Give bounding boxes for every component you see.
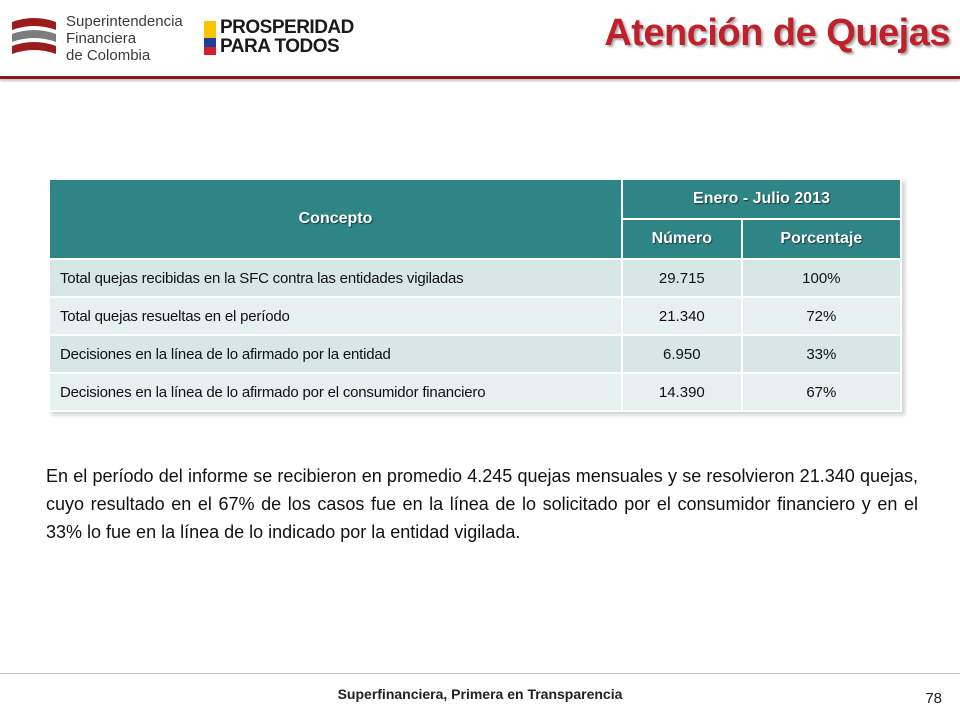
page-number: 78 bbox=[925, 690, 942, 707]
row-number: 14.390 bbox=[622, 373, 742, 411]
table-row bbox=[49, 259, 901, 297]
row-percent: 33% bbox=[742, 335, 901, 373]
superintendencia-logo bbox=[6, 10, 183, 66]
prosperidad-logo bbox=[204, 18, 354, 62]
sfc-logo-text bbox=[66, 13, 183, 64]
table-row bbox=[49, 373, 901, 411]
header-divider bbox=[0, 76, 960, 79]
prosperidad-logo-line: PARA TODOS bbox=[220, 36, 340, 57]
row-number: 21.340 bbox=[622, 297, 742, 335]
table-row bbox=[49, 297, 901, 335]
row-percent: 100% bbox=[742, 259, 901, 297]
column-header-porcentaje: Porcentaje bbox=[742, 219, 901, 259]
sfc-logo-line: Financiera bbox=[66, 30, 137, 47]
complaints-table bbox=[48, 178, 902, 412]
summary-paragraph: En el período del informe se recibieron en promedio 4.245 quejas mensuales y se resolvieron 21.340 quejas, cuyo resultado en el 67% de los casos fue en la línea de lo solicitado por el consumidor financiero y en el 33% lo fue en la línea de lo indicado por la entidad vigilada. bbox=[46, 466, 918, 542]
row-concept: Decisiones en la línea de lo afirmado por la entidad bbox=[49, 335, 622, 373]
row-percent: 72% bbox=[742, 297, 901, 335]
page-title: Atención de Quejas bbox=[604, 12, 950, 54]
row-concept: Total quejas recibidas en la SFC contra las entidades vigiladas bbox=[49, 259, 622, 297]
prosperidad-logo-text bbox=[220, 18, 354, 56]
column-header-numero: Número bbox=[622, 219, 742, 259]
row-concept: Decisiones en la línea de lo afirmado por el consumidor financiero bbox=[49, 373, 622, 411]
column-header-concepto: Concepto bbox=[49, 179, 622, 259]
row-concept: Total quejas resueltas en el período bbox=[49, 297, 622, 335]
sfc-logo-line: Superintendencia bbox=[66, 13, 183, 30]
row-number: 6.950 bbox=[622, 335, 742, 373]
sfc-emblem-icon bbox=[8, 12, 60, 64]
table-row bbox=[49, 335, 901, 373]
table-header-row bbox=[49, 179, 901, 219]
footer-slogan: Superfinanciera, Primera en Transparencia bbox=[337, 686, 623, 702]
sfc-logo-line: de Colombia bbox=[66, 47, 151, 64]
colombia-flag-icon bbox=[204, 21, 216, 55]
column-header-period: Enero - Julio 2013 bbox=[622, 179, 901, 219]
footer-divider bbox=[0, 673, 960, 674]
prosperidad-logo-line: PROSPERIDAD bbox=[220, 17, 354, 38]
row-number: 29.715 bbox=[622, 259, 742, 297]
row-percent: 67% bbox=[742, 373, 901, 411]
